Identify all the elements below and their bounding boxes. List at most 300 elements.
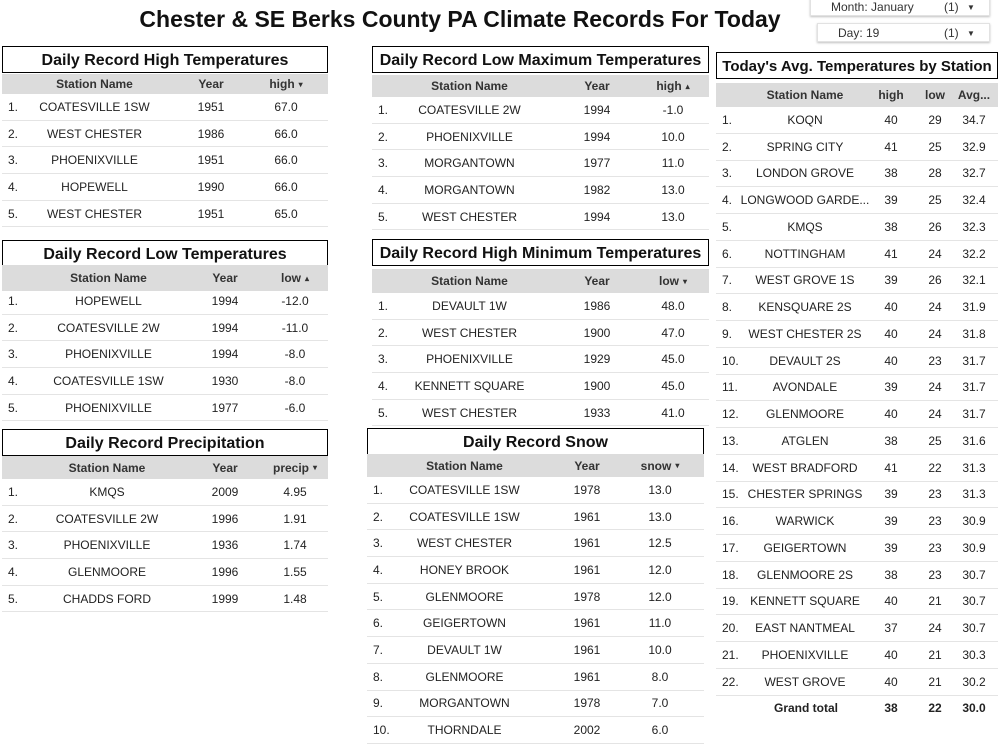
cell-station: GLENMOORE xyxy=(67,564,146,579)
cell-value: 41.0 xyxy=(661,405,685,420)
cell-avg: 30.9 xyxy=(962,540,986,555)
table-row xyxy=(716,348,998,375)
cell-idx: 8. xyxy=(722,300,733,315)
cell-station: DEVAULT 2S xyxy=(769,353,841,368)
panel-title: Daily Record Snow xyxy=(367,428,704,455)
table-row xyxy=(372,400,709,427)
sort-descending-icon: ▾ xyxy=(313,463,318,472)
table-row xyxy=(2,479,328,506)
cell-value: 6.0 xyxy=(651,723,669,738)
table-header xyxy=(372,269,709,293)
cell-avg: 31.3 xyxy=(962,460,986,475)
cell-idx: 13. xyxy=(722,433,739,448)
cell-value: 1.74 xyxy=(283,538,307,553)
cell-station: GEIGERTOWN xyxy=(423,616,506,631)
cell-year: 1961 xyxy=(573,509,601,524)
cell-idx: 3. xyxy=(378,156,389,171)
table-row xyxy=(372,150,709,177)
cell-year: 1994 xyxy=(211,293,239,308)
cell-idx: 4. xyxy=(373,562,384,577)
cell-high: 41 xyxy=(884,139,898,154)
cell-year: 1990 xyxy=(197,179,225,194)
column-header-year[interactable]: Year xyxy=(212,271,238,285)
cell-avg: 32.7 xyxy=(962,166,986,181)
cell-idx: 6. xyxy=(722,246,733,261)
column-header-high[interactable]: high xyxy=(878,88,904,102)
cell-station: CHADDS FORD xyxy=(62,591,151,606)
total-low: 22 xyxy=(928,700,942,715)
cell-station: PHOENIXVILLE xyxy=(51,153,138,168)
cell-avg: 30.3 xyxy=(962,647,986,662)
cell-station: HOPEWELL xyxy=(75,293,142,308)
table-row xyxy=(716,455,998,482)
table-row xyxy=(716,241,998,268)
cell-station: PHOENIXVILLE xyxy=(65,400,152,415)
cell-station: WEST GROVE xyxy=(764,674,846,689)
cell-low: 26 xyxy=(928,219,942,234)
cell-year: 1929 xyxy=(583,352,611,367)
cell-station: PHOENIXVILLE xyxy=(65,347,152,362)
cell-avg: 31.7 xyxy=(962,353,986,368)
cell-year: 1982 xyxy=(583,182,611,197)
cell-year: 1961 xyxy=(573,536,601,551)
cell-high: 40 xyxy=(884,674,898,689)
cell-value: 65.0 xyxy=(274,206,298,221)
cell-year: 1977 xyxy=(583,156,611,171)
cell-avg: 30.7 xyxy=(962,621,986,636)
cell-value: 8.0 xyxy=(651,669,669,684)
cell-avg: 32.1 xyxy=(962,273,986,288)
column-header-station-name[interactable]: Station Name xyxy=(426,458,503,473)
cell-value: 10.0 xyxy=(648,643,672,658)
cell-idx: 3. xyxy=(373,536,384,551)
table-header xyxy=(367,454,704,477)
cell-value: 45.0 xyxy=(661,378,685,393)
cell-avg: 30.2 xyxy=(962,674,986,689)
cell-high: 39 xyxy=(884,540,898,555)
cell-idx: 4. xyxy=(8,564,19,579)
cell-avg: 31.3 xyxy=(962,487,986,502)
cell-avg: 32.4 xyxy=(962,193,986,208)
grand-total-row xyxy=(716,696,998,720)
cell-year: 1986 xyxy=(197,126,225,141)
cell-value: 66.0 xyxy=(274,179,298,194)
cell-high: 40 xyxy=(884,407,898,422)
cell-station: HONEY BROOK xyxy=(419,562,510,577)
cell-year: 1900 xyxy=(583,325,611,340)
cell-year: 1994 xyxy=(583,129,611,144)
sort-ascending-icon: ▴ xyxy=(685,81,690,91)
cell-station: DEVAULT 1W xyxy=(427,643,502,658)
cell-value: 13.0 xyxy=(648,482,672,497)
cell-low: 24 xyxy=(928,300,942,315)
cell-station: COATESVILLE 2W xyxy=(418,102,521,117)
cell-avg: 32.9 xyxy=(962,139,986,154)
table-row xyxy=(716,268,998,295)
table-row xyxy=(372,97,709,124)
table-header xyxy=(716,83,998,107)
month-filter-count: (1) xyxy=(944,0,959,14)
cell-station: KENNETT SQUARE xyxy=(414,378,525,393)
cell-station: KMQS xyxy=(787,219,823,234)
cell-idx: 8. xyxy=(373,669,384,684)
cell-high: 40 xyxy=(884,300,898,315)
table-row xyxy=(2,506,328,533)
cell-station: KMQS xyxy=(89,484,125,499)
cell-low: 22 xyxy=(928,460,942,475)
cell-low: 29 xyxy=(928,112,942,127)
cell-idx: 1. xyxy=(373,482,384,497)
cell-low: 21 xyxy=(928,647,942,662)
cell-idx: 2. xyxy=(373,509,384,524)
cell-avg: 30.7 xyxy=(962,567,986,582)
cell-value: 1.48 xyxy=(283,591,307,606)
cell-idx: 16. xyxy=(722,514,739,529)
cell-year: 1978 xyxy=(573,589,601,604)
column-header-low[interactable]: low ▾ xyxy=(658,274,687,288)
cell-value: 1.91 xyxy=(283,511,307,526)
cell-high: 38 xyxy=(884,166,898,181)
cell-year: 1986 xyxy=(583,298,611,313)
cell-idx: 12. xyxy=(722,407,739,422)
sort-descending-icon: ▾ xyxy=(675,461,680,470)
cell-value: -1.0 xyxy=(662,102,684,117)
cell-idx: 6. xyxy=(373,616,384,631)
table-row xyxy=(716,615,998,642)
cell-idx: 1. xyxy=(722,112,733,127)
cell-low: 25 xyxy=(928,193,942,208)
cell-station: COATESVILLE 2W xyxy=(55,511,159,526)
cell-year: 1961 xyxy=(573,562,601,577)
table-row xyxy=(2,147,328,174)
cell-low: 24 xyxy=(928,380,942,395)
cell-station: PHOENIXVILLE xyxy=(63,538,151,553)
cell-station: COATESVILLE 1SW xyxy=(409,509,520,524)
cell-idx: 3. xyxy=(8,153,19,168)
cell-idx: 5. xyxy=(8,400,19,415)
cell-value: 12.5 xyxy=(648,536,672,551)
table-row xyxy=(2,288,328,315)
table-row xyxy=(367,691,704,718)
cell-station: THORNDALE xyxy=(427,723,502,738)
cell-year: 1933 xyxy=(583,405,611,420)
cell-avg: 32.3 xyxy=(962,219,986,234)
cell-idx: 1. xyxy=(8,293,19,308)
cell-value: 4.95 xyxy=(283,484,307,499)
cell-value: -8.0 xyxy=(284,373,306,388)
column-header-year[interactable]: Year xyxy=(212,460,238,475)
month-filter-label: Month: January xyxy=(831,0,914,14)
cell-idx: 9. xyxy=(373,696,384,711)
cell-station: KENNETT SQUARE xyxy=(750,594,860,609)
column-header-year[interactable]: Year xyxy=(584,79,610,93)
cell-station: NOTTINGHAM xyxy=(764,246,846,261)
table-row xyxy=(2,395,328,422)
cell-avg: 30.9 xyxy=(962,514,986,529)
table-row xyxy=(716,134,998,161)
cell-value: 13.0 xyxy=(648,509,672,524)
cell-high: 39 xyxy=(884,273,898,288)
cell-value: 7.0 xyxy=(651,696,669,711)
cell-station: PHOENIXVILLE xyxy=(761,647,849,662)
column-header-year[interactable]: Year xyxy=(574,458,600,473)
cell-high: 39 xyxy=(884,487,898,502)
column-header-avg[interactable]: Avg... xyxy=(957,88,991,102)
table-row xyxy=(2,315,328,342)
table-row xyxy=(367,637,704,664)
cell-high: 38 xyxy=(884,433,898,448)
page-title: Chester & SE Berks County PA Climate Records For Today xyxy=(139,6,781,32)
column-header-station-name[interactable]: Station Name xyxy=(431,274,508,288)
cell-value: 11.0 xyxy=(661,156,685,171)
cell-idx: 3. xyxy=(722,166,733,181)
cell-idx: 3. xyxy=(8,347,19,362)
cell-idx: 1. xyxy=(8,99,19,114)
table-row xyxy=(716,669,998,696)
cell-high: 41 xyxy=(884,460,898,475)
cell-year: 1951 xyxy=(197,206,225,221)
cell-year: 1951 xyxy=(197,153,225,168)
cell-idx: 14. xyxy=(722,460,739,475)
column-header-precip[interactable]: precip ▾ xyxy=(272,460,318,475)
cell-idx: 9. xyxy=(722,326,733,341)
column-header-station-name[interactable]: Station Name xyxy=(68,460,146,475)
column-header-year[interactable]: Year xyxy=(584,274,610,288)
table-row xyxy=(372,124,709,151)
cell-year: 1978 xyxy=(573,482,601,497)
total-avg: 30.0 xyxy=(962,700,986,715)
cell-value: 47.0 xyxy=(661,325,685,340)
table-row xyxy=(716,535,998,562)
cell-avg: 32.2 xyxy=(962,246,986,261)
cell-year: 1996 xyxy=(211,511,239,526)
table-row xyxy=(716,428,998,455)
table-row xyxy=(716,375,998,402)
cell-idx: 18. xyxy=(722,567,739,582)
cell-high: 40 xyxy=(884,326,898,341)
cell-station: MORGANTOWN xyxy=(424,156,515,171)
cell-high: 39 xyxy=(884,514,898,529)
column-header-low[interactable]: low xyxy=(925,88,945,102)
cell-idx: 2. xyxy=(378,129,389,144)
cell-value: 66.0 xyxy=(274,126,298,141)
cell-idx: 1. xyxy=(8,484,19,499)
table-row xyxy=(367,504,704,531)
cell-station: CHESTER SPRINGS xyxy=(747,487,863,502)
cell-avg: 34.7 xyxy=(962,112,986,127)
month-filter[interactable] xyxy=(810,0,990,16)
cell-year: 1951 xyxy=(197,99,225,114)
cell-station: AVONDALE xyxy=(772,380,838,395)
cell-low: 24 xyxy=(928,407,942,422)
cell-avg: 30.7 xyxy=(962,594,986,609)
panel-title: Daily Record High Minimum Temperatures xyxy=(372,239,709,266)
cell-station: COATESVILLE 2W xyxy=(57,320,160,335)
table-row xyxy=(716,562,998,589)
cell-low: 25 xyxy=(928,139,942,154)
cell-year: 2002 xyxy=(573,723,601,738)
cell-idx: 5. xyxy=(8,591,19,606)
cell-station: WEST GROVE 1S xyxy=(755,273,855,288)
table-row xyxy=(367,717,704,744)
table-row xyxy=(372,373,709,400)
cell-year: 1994 xyxy=(583,209,611,224)
table-row xyxy=(367,477,704,504)
cell-high: 41 xyxy=(884,246,898,261)
cell-idx: 5. xyxy=(373,589,384,604)
table-row xyxy=(716,107,998,134)
cell-idx: 5. xyxy=(722,219,733,234)
cell-idx: 5. xyxy=(8,206,19,221)
cell-value: 45.0 xyxy=(661,352,685,367)
cell-high: 38 xyxy=(884,219,898,234)
cell-avg: 31.9 xyxy=(962,300,986,315)
table-row xyxy=(2,341,328,368)
table-row xyxy=(716,589,998,616)
column-header-low[interactable]: low ▴ xyxy=(280,271,309,285)
cell-station: WEST CHESTER xyxy=(416,536,513,551)
cell-value: 13.0 xyxy=(661,182,685,197)
cell-value: 13.0 xyxy=(661,209,685,224)
table-row xyxy=(367,557,704,584)
column-header-station-name[interactable]: Station Name xyxy=(56,77,133,91)
cell-value: -12.0 xyxy=(281,293,309,308)
cell-year: 1961 xyxy=(573,669,601,684)
column-header-station-name[interactable]: Station Name xyxy=(766,88,844,102)
cell-high: 40 xyxy=(884,112,898,127)
cell-value: -8.0 xyxy=(284,347,306,362)
table-row xyxy=(716,294,998,321)
table-row xyxy=(2,586,328,613)
cell-idx: 10. xyxy=(722,353,739,368)
cell-station: LONDON GROVE xyxy=(755,166,854,181)
column-header-station-name[interactable]: Station Name xyxy=(431,79,508,93)
cell-low: 23 xyxy=(928,540,942,555)
cell-station: MORGANTOWN xyxy=(419,696,510,711)
cell-idx: 22. xyxy=(722,674,739,689)
table-row xyxy=(716,508,998,535)
cell-year: 1930 xyxy=(211,373,239,388)
cell-station: GLENMOORE xyxy=(425,589,504,604)
cell-station: COATESVILLE 1SW xyxy=(53,373,164,388)
table-row xyxy=(716,214,998,241)
cell-value: 66.0 xyxy=(274,153,298,168)
panel-title: Today's Avg. Temperatures by Station xyxy=(716,52,998,79)
table-row xyxy=(716,321,998,348)
cell-high: 39 xyxy=(884,193,898,208)
cell-idx: 4. xyxy=(8,179,19,194)
total-label: Grand total xyxy=(773,700,838,715)
cell-low: 23 xyxy=(928,353,942,368)
day-filter[interactable] xyxy=(817,23,990,42)
cell-low: 23 xyxy=(928,487,942,502)
cell-idx: 2. xyxy=(378,325,389,340)
column-header-year[interactable]: Year xyxy=(198,77,224,91)
cell-station: HOPEWELL xyxy=(61,179,128,194)
table-row xyxy=(716,642,998,669)
cell-value: 67.0 xyxy=(274,99,298,114)
cell-idx: 5. xyxy=(378,405,389,420)
cell-low: 25 xyxy=(928,433,942,448)
table-row xyxy=(2,559,328,586)
table-row xyxy=(716,482,998,509)
table-row xyxy=(2,201,328,228)
cell-value: -6.0 xyxy=(284,400,306,415)
cell-value: 11.0 xyxy=(648,616,672,631)
cell-year: 1996 xyxy=(211,564,239,579)
cell-station: WEST CHESTER xyxy=(46,126,143,141)
cell-station: COATESVILLE 1SW xyxy=(409,482,520,497)
cell-station: WEST CHESTER xyxy=(421,325,518,340)
cell-low: 24 xyxy=(928,326,942,341)
cell-station: WARWICK xyxy=(775,514,835,529)
sort-descending-icon: ▾ xyxy=(298,79,303,89)
cell-station: COATESVILLE 1SW xyxy=(39,99,150,114)
day-filter-label: Day: 19 xyxy=(838,26,880,40)
column-header-snow[interactable]: snow ▾ xyxy=(640,458,680,473)
cell-idx: 2. xyxy=(722,139,733,154)
cell-value: 10.0 xyxy=(661,129,685,144)
total-high: 38 xyxy=(884,700,898,715)
day-filter-count: (1) xyxy=(944,26,959,40)
cell-high: 39 xyxy=(884,380,898,395)
cell-station: DEVAULT 1W xyxy=(432,298,507,313)
cell-idx: 4. xyxy=(722,193,733,208)
cell-station: PHOENIXVILLE xyxy=(426,129,513,144)
cell-high: 37 xyxy=(884,621,898,636)
cell-value: -11.0 xyxy=(281,320,309,335)
cell-idx: 2. xyxy=(8,511,19,526)
cell-idx: 2. xyxy=(8,320,19,335)
cell-year: 1936 xyxy=(211,538,239,553)
table-row xyxy=(367,530,704,557)
column-header-high[interactable]: high ▴ xyxy=(656,79,690,93)
cell-low: 21 xyxy=(928,674,942,689)
cell-year: 1900 xyxy=(583,378,611,393)
cell-idx: 11. xyxy=(722,380,738,395)
cell-year: 1977 xyxy=(211,400,239,415)
cell-station: KENSQUARE 2S xyxy=(758,300,852,315)
column-header-station-name[interactable]: Station Name xyxy=(70,271,147,285)
cell-avg: 31.7 xyxy=(962,407,986,422)
cell-value: 48.0 xyxy=(661,298,685,313)
cell-low: 24 xyxy=(928,621,942,636)
cell-station: EAST NANTMEAL xyxy=(755,621,855,636)
cell-value: 1.55 xyxy=(283,564,307,579)
table-row xyxy=(372,177,709,204)
table-header xyxy=(372,75,709,97)
cell-idx: 4. xyxy=(378,182,389,197)
cell-low: 24 xyxy=(928,246,942,261)
column-header-high[interactable]: high ▾ xyxy=(269,77,303,91)
sort-ascending-icon: ▴ xyxy=(304,273,309,283)
cell-avg: 31.7 xyxy=(962,380,986,395)
cell-high: 38 xyxy=(884,567,898,582)
table-row xyxy=(2,532,328,559)
table-header xyxy=(2,456,328,479)
cell-value: 12.0 xyxy=(648,562,672,577)
cell-station: WEST CHESTER xyxy=(421,209,518,224)
cell-station: PHOENIXVILLE xyxy=(426,352,513,367)
chevron-down-icon: ▼ xyxy=(967,3,975,12)
cell-idx: 2. xyxy=(8,126,19,141)
cell-idx: 7. xyxy=(373,643,384,658)
cell-idx: 17. xyxy=(722,540,739,555)
sort-descending-icon: ▾ xyxy=(682,276,687,286)
cell-station: GEIGERTOWN xyxy=(763,540,847,555)
cell-idx: 21. xyxy=(722,647,739,662)
table-row xyxy=(716,401,998,428)
